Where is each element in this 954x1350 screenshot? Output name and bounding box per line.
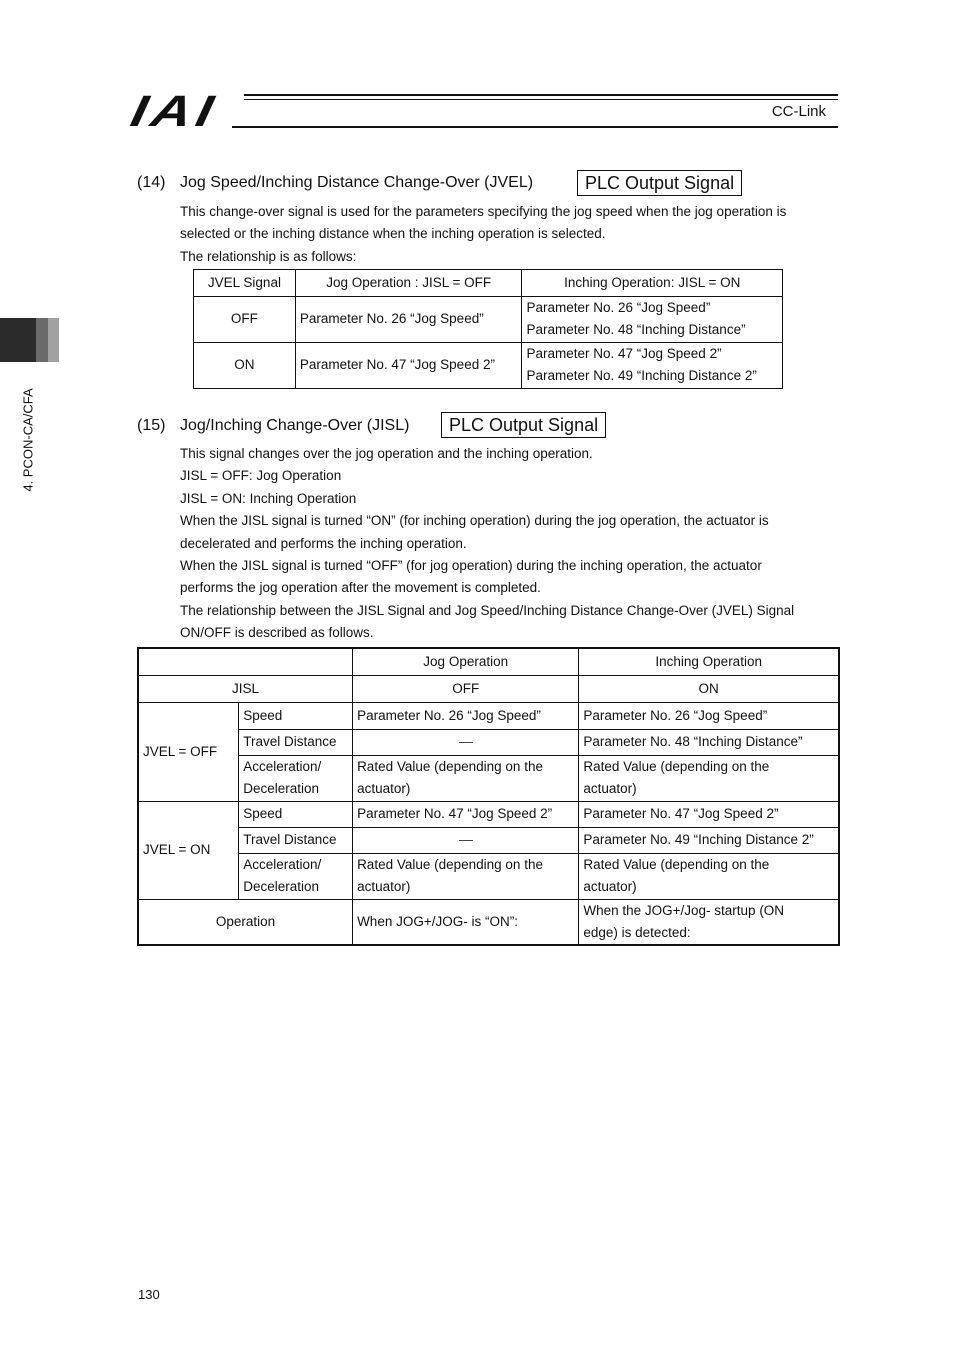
cell-line: Rated Value (depending on the: [357, 759, 543, 774]
body-line: The relationship is as follows:: [180, 248, 357, 264]
acceleration-jog-cell: [353, 756, 579, 802]
table-row: [138, 756, 839, 802]
body-line: This change-over signal is used for the parameters specifying the jog speed when the jog operation is: [180, 204, 787, 219]
jvel-table: [193, 269, 783, 389]
travel-distance-label: Travel Distance: [239, 827, 353, 853]
cell-line: Deceleration: [243, 781, 319, 797]
header-tag: CC-Link: [771, 103, 826, 120]
cell-line: Rated Value (depending on the: [357, 856, 543, 872]
body-line: This signal changes over the jog operation and the inching operation.: [180, 446, 593, 461]
operation-inching-cell: [579, 899, 839, 945]
section-14-title: Jog Speed/Inching Distance Change-Over (JVEL): [180, 174, 534, 191]
speed-inching-cell: Parameter No. 47 “Jog Speed 2”: [579, 801, 839, 827]
chapter-label: 4. PCON-CA/CFA: [20, 388, 36, 492]
jisl-on-cell: ON: [579, 676, 839, 703]
section-15-body: [180, 443, 870, 645]
cell-line: Parameter No. 26 “Jog Speed”: [526, 300, 711, 315]
dash-mark: [459, 840, 473, 841]
jisl-label-cell: JISL: [138, 676, 353, 703]
operation-jog-cell: When JOG+/JOG- is “ON”:: [353, 899, 579, 945]
blank-corner-cell: [138, 648, 353, 676]
table-row: [138, 827, 839, 853]
table-row: [138, 730, 839, 756]
body-line: decelerated and performs the inching operation.: [180, 535, 467, 551]
body-line: performs the jog operation after the movement is completed.: [180, 580, 541, 596]
page-number: 130: [138, 1287, 160, 1302]
header-rule-top: [244, 94, 838, 96]
jisl-table: [137, 647, 840, 946]
inching-operation-header: Inching Operation: [579, 648, 839, 676]
distance-inching-cell: Parameter No. 49 “Inching Distance 2”: [579, 827, 839, 853]
table-row: [138, 899, 839, 945]
body-line: The relationship between the JISL Signal and Jog Speed/Inching Distance Change-Over (JVEL) Signal: [180, 602, 795, 618]
body-line: selected or the inching distance when the inching operation is selected.: [180, 226, 606, 242]
speed-inching-cell: Parameter No. 26 “Jog Speed”: [579, 703, 839, 730]
jvel-signal-cell: OFF: [194, 297, 296, 343]
section-15-number: (15): [137, 417, 166, 434]
distance-inching-cell: Parameter No. 48 “Inching Distance”: [579, 730, 839, 756]
body-line: ON/OFF is described as follows.: [180, 625, 374, 641]
section-14-number: (14): [137, 174, 166, 191]
acceleration-inching-cell: [579, 756, 839, 802]
jvel-off-label: JVEL = OFF: [138, 703, 239, 802]
cell-line: actuator): [583, 781, 637, 797]
section-15-title: Jog/Inching Change-Over (JISL): [180, 417, 410, 434]
body-line: When the JISL signal is turned “ON” (for inching operation) during the jog operation, the actuator is: [180, 513, 769, 529]
header-rule-thin: [244, 99, 838, 100]
dash-mark: [459, 742, 473, 743]
jvel-on-label: JVEL = ON: [138, 801, 239, 899]
cell-line: actuator): [357, 879, 411, 895]
cell-line: Parameter No. 49 “Inching Distance 2”: [526, 368, 757, 384]
jog-param-cell: Parameter No. 26 “Jog Speed”: [295, 297, 522, 343]
header-cell: Jog Operation : JISL = OFF: [295, 270, 522, 297]
cell-line: Parameter No. 47 “Jog Speed 2”: [526, 345, 722, 361]
section-14-signal-box: PLC Output Signal: [577, 170, 742, 196]
cell-line: Deceleration: [243, 879, 319, 895]
jog-param-cell: Parameter No. 47 “Jog Speed 2”: [295, 342, 522, 388]
cell-line: edge) is detected:: [583, 925, 691, 941]
acceleration-inching-cell: [579, 853, 839, 899]
acceleration-label: [239, 853, 353, 899]
header-cell: Inching Operation: JISL = ON: [522, 270, 783, 297]
cell-line: Rated Value (depending on the: [583, 856, 770, 872]
body-line: When the JISL signal is turned “OFF” (for jog operation) during the inching operation, the actuator: [180, 558, 762, 574]
table-row: [194, 297, 783, 343]
chapter-tab-light: [48, 318, 59, 362]
speed-label: Speed: [239, 801, 353, 827]
section-15-signal-box: PLC Output Signal: [441, 412, 606, 438]
cell-line: actuator): [583, 879, 637, 895]
body-line: JISL = ON: Inching Operation: [180, 490, 357, 506]
table-row: [138, 703, 839, 730]
speed-jog-cell: Parameter No. 47 “Jog Speed 2”: [353, 801, 579, 827]
speed-label: Speed: [239, 703, 353, 730]
header-cell: JVEL Signal: [194, 270, 296, 297]
table-row: [138, 801, 839, 827]
table-header-row: [194, 270, 783, 297]
table-header-row: [138, 648, 839, 676]
cell-line: When the JOG+/Jog- startup (ON: [583, 902, 785, 918]
chapter-tab-mid: [36, 318, 48, 362]
table-row: [138, 676, 839, 703]
header-rule-bottom: [232, 126, 838, 128]
cell-line: actuator): [357, 781, 411, 797]
jog-operation-header: Jog Operation: [353, 648, 579, 676]
cell-line: Acceleration/: [243, 856, 322, 872]
cell-line: Rated Value (depending on the: [583, 759, 770, 774]
iai-logo: IAI: [126, 87, 223, 136]
operation-label: Operation: [138, 899, 353, 945]
table-row: [194, 342, 783, 388]
cell-line: Acceleration/: [243, 759, 322, 774]
cell-line: Parameter No. 48 “Inching Distance”: [526, 322, 746, 338]
section-14-body: [180, 201, 850, 268]
not-applicable-cell: [353, 827, 579, 853]
body-line: JISL = OFF: Jog Operation: [180, 468, 342, 484]
travel-distance-label: Travel Distance: [239, 730, 353, 756]
jvel-signal-cell: ON: [194, 342, 296, 388]
inching-param-cell: [522, 297, 783, 343]
jisl-off-cell: OFF: [353, 676, 579, 703]
inching-param-cell: [522, 342, 783, 388]
table-row: [138, 853, 839, 899]
acceleration-label: [239, 756, 353, 802]
chapter-tab-dark: [0, 318, 36, 362]
not-applicable-cell: [353, 730, 579, 756]
speed-jog-cell: Parameter No. 26 “Jog Speed”: [353, 703, 579, 730]
acceleration-jog-cell: [353, 853, 579, 899]
